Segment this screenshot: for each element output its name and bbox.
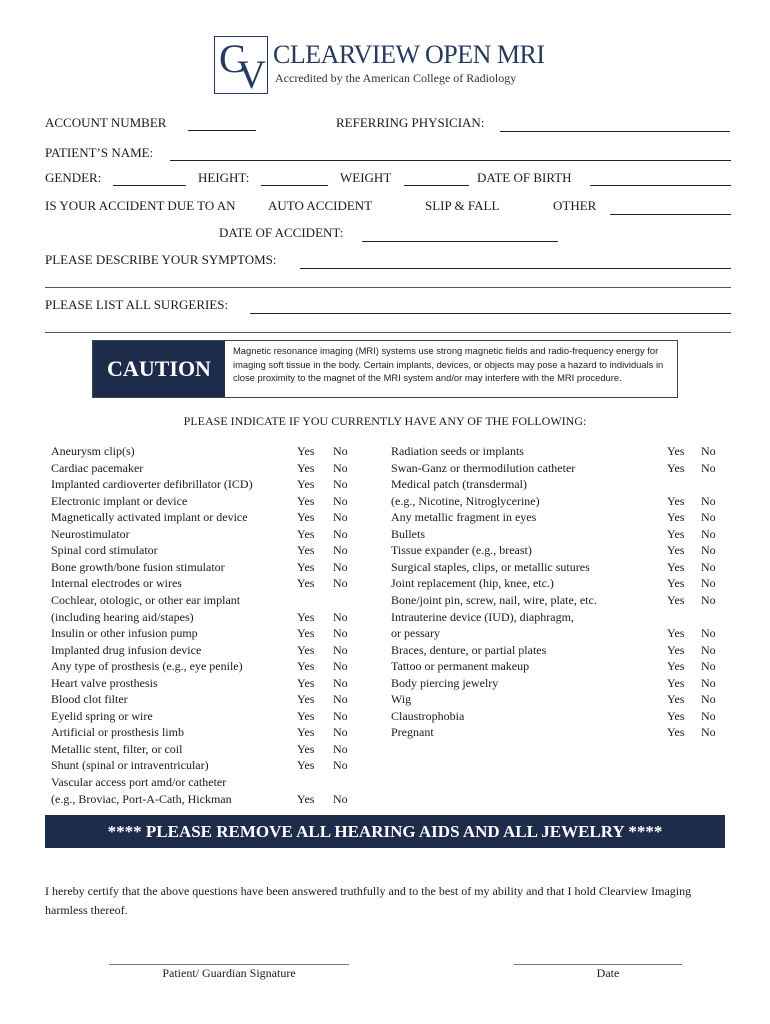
right-no-option-15[interactable]: No (701, 692, 716, 707)
right-yes-option-3[interactable]: Yes (667, 493, 685, 508)
symptoms-label: PLEASE DESCRIBE YOUR SYMPTOMS: (45, 252, 277, 267)
right-yes-option-1[interactable]: Yes (667, 460, 685, 475)
left-no-option-5[interactable]: No (333, 526, 348, 541)
dob-label: DATE OF BIRTH (477, 170, 572, 185)
date-label: Date (596, 966, 620, 980)
right-item-4: Any metallic fragment in eyes (391, 510, 537, 525)
left-yes-option-0[interactable]: Yes (297, 444, 315, 458)
left-item-16: Eyelid spring or wire (51, 708, 153, 723)
left-no-option-8[interactable]: No (333, 576, 348, 591)
right-yes-option-13[interactable]: Yes (667, 659, 685, 674)
right-item-16: Claustrophobia (391, 708, 465, 723)
left-yes-option-4[interactable]: Yes (297, 510, 315, 525)
right-yes-option-5[interactable]: Yes (667, 526, 685, 541)
left-no-option-4[interactable]: No (333, 510, 348, 525)
left-yes-option-1[interactable]: Yes (297, 460, 315, 475)
left-yes-option-3[interactable]: Yes (297, 493, 315, 508)
left-item-0: Aneurysm clip(s) (51, 444, 135, 458)
left-item-1: Cardiac pacemaker (51, 460, 144, 475)
left-yes-option-12[interactable]: Yes (297, 642, 315, 657)
right-no-option-8[interactable]: No (701, 576, 716, 591)
left-yes-option-2[interactable]: Yes (297, 477, 315, 492)
right-item-13: Tattoo or permanent makeup (391, 659, 530, 674)
right-item-12: Braces, denture, or partial plates (391, 642, 547, 657)
right-item-11: or pessary (391, 626, 440, 641)
slip-fall-option[interactable]: SLIP & FALL (425, 198, 500, 213)
right-item-2: Medical patch (transdermal) (391, 477, 527, 492)
left-no-option-17[interactable]: No (333, 725, 348, 740)
right-yes-option-7[interactable]: Yes (667, 559, 685, 574)
symptoms-field[interactable] (300, 268, 731, 269)
right-item-3: (e.g., Nicotine, Nitroglycerine) (391, 493, 540, 508)
accident-question: IS YOUR ACCIDENT DUE TO AN (45, 198, 236, 213)
left-yes-option-8[interactable]: Yes (297, 576, 315, 591)
left-item-19: Shunt (spinal or intraventricular) (51, 758, 209, 773)
left-item-9: Cochlear, otologic, or other ear implant (51, 592, 241, 607)
left-yes-option-7[interactable]: Yes (297, 559, 315, 574)
brand-subtitle: Accredited by the American College of Radiology (275, 71, 517, 85)
brand-title: CLEARVIEW OPEN MRI (273, 40, 545, 69)
date-of-accident-label: DATE OF ACCIDENT: (219, 225, 344, 240)
right-no-option-13[interactable]: No (701, 659, 716, 674)
right-yes-option-6[interactable]: Yes (667, 543, 685, 558)
gender-field[interactable] (113, 185, 186, 186)
left-item-4: Magnetically activated implant or device (51, 510, 248, 525)
right-yes-option-12[interactable]: Yes (667, 642, 685, 657)
right-no-option-9[interactable]: No (701, 592, 716, 607)
signature-label: Patient/ Guardian Signature (162, 966, 296, 980)
left-item-5: Neurostimulator (51, 526, 130, 541)
left-item-18: Metallic stent, filter, or coil (51, 741, 183, 756)
right-yes-option-14[interactable]: Yes (667, 675, 685, 690)
right-no-option-3[interactable]: No (701, 493, 716, 508)
left-yes-option-5[interactable]: Yes (297, 526, 315, 541)
weight-label: WEIGHT (340, 170, 392, 185)
account-number-field[interactable] (188, 130, 256, 131)
right-yes-option-17[interactable]: Yes (667, 725, 685, 740)
left-item-11: Insulin or other infusion pump (51, 626, 198, 641)
patient-name-label: PATIENT’S NAME: (45, 145, 154, 160)
left-no-option-12[interactable]: No (333, 642, 348, 657)
other-option[interactable]: OTHER (553, 198, 597, 213)
indicate-heading: PLEASE INDICATE IF YOU CURRENTLY HAVE ANY OF THE FOLLOWING: (183, 414, 587, 428)
left-yes-option-21[interactable]: Yes (297, 791, 315, 806)
jewelry-banner: **** PLEASE REMOVE ALL HEARING AIDS AND ALL JEWELRY **** (45, 815, 725, 848)
right-no-option-1[interactable]: No (701, 460, 716, 475)
left-no-option-14[interactable]: No (333, 675, 348, 690)
logo-letter-v: V (237, 52, 266, 94)
left-item-3: Electronic implant or device (51, 493, 188, 508)
left-no-option-18[interactable]: No (333, 741, 348, 756)
referring-physician-label: REFERRING PHYSICIAN: (336, 115, 485, 130)
right-no-option-14[interactable]: No (701, 675, 716, 690)
left-item-8: Internal electrodes or wires (51, 576, 182, 591)
right-no-option-16[interactable]: No (701, 708, 716, 723)
dob-field[interactable] (590, 185, 731, 186)
referring-physician-field[interactable] (500, 131, 730, 132)
caution-badge: CAUTION (93, 341, 225, 397)
left-item-21: (e.g., Broviac, Port-A-Cath, Hickman (51, 791, 232, 806)
symptoms-extra-line[interactable] (45, 287, 731, 288)
left-item-17: Artificial or prosthesis limb (51, 725, 184, 740)
left-no-option-11[interactable]: No (333, 626, 348, 641)
left-no-option-16[interactable]: No (333, 708, 348, 723)
left-no-option-3[interactable]: No (333, 493, 348, 508)
right-no-option-0[interactable]: No (701, 444, 716, 458)
date-of-accident-field[interactable] (362, 241, 558, 242)
left-item-12: Implanted drug infusion device (51, 642, 202, 657)
right-yes-option-9[interactable]: Yes (667, 592, 685, 607)
right-yes-option-0[interactable]: Yes (667, 444, 685, 458)
right-item-9: Bone/joint pin, screw, nail, wire, plate, etc. (391, 592, 597, 607)
logo (214, 36, 268, 94)
left-yes-option-16[interactable]: Yes (297, 708, 315, 723)
right-yes-option-11[interactable]: Yes (667, 626, 685, 641)
left-yes-option-6[interactable]: Yes (297, 543, 315, 558)
right-item-1: Swan-Ganz or thermodilution catheter (391, 460, 576, 475)
right-item-10: Intrauterine device (IUD), diaphragm, (391, 609, 574, 624)
left-item-7: Bone growth/bone fusion stimulator (51, 559, 225, 574)
left-no-option-15[interactable]: No (333, 692, 348, 707)
other-field[interactable] (610, 214, 731, 215)
left-no-option-19[interactable]: No (333, 758, 348, 773)
right-no-option-4[interactable]: No (701, 510, 716, 525)
right-item-15: Wig (391, 692, 412, 707)
left-no-option-7[interactable]: No (333, 559, 348, 574)
patient-name-field[interactable] (170, 160, 731, 161)
right-no-option-7[interactable]: No (701, 559, 716, 574)
left-no-option-1[interactable]: No (333, 460, 348, 475)
left-item-14: Heart valve prosthesis (51, 675, 158, 690)
left-yes-option-15[interactable]: Yes (297, 692, 315, 707)
right-yes-option-15[interactable]: Yes (667, 692, 685, 707)
right-item-14: Body piercing jewelry (391, 675, 499, 690)
left-item-15: Blood clot filter (51, 692, 128, 707)
right-item-0: Radiation seeds or implants (391, 444, 524, 458)
left-yes-option-13[interactable]: Yes (297, 659, 315, 674)
right-no-option-12[interactable]: No (701, 642, 716, 657)
right-yes-option-4[interactable]: Yes (667, 510, 685, 525)
date-line[interactable]: ____________________________ (514, 952, 682, 966)
left-no-option-21[interactable]: No (333, 791, 348, 806)
left-yes-option-11[interactable]: Yes (297, 626, 315, 641)
left-yes-option-17[interactable]: Yes (297, 725, 315, 740)
right-no-option-5[interactable]: No (701, 526, 716, 541)
left-yes-option-19[interactable]: Yes (297, 758, 315, 773)
gender-label: GENDER: (45, 170, 102, 185)
weight-field[interactable] (404, 185, 469, 186)
left-item-13: Any type of prosthesis (e.g., eye penile) (51, 659, 243, 674)
surgeries-field[interactable] (250, 313, 731, 314)
left-no-option-0[interactable]: No (333, 444, 348, 458)
left-yes-option-14[interactable]: Yes (297, 675, 315, 690)
caution-text: Magnetic resonance imaging (MRI) systems use strong magnetic fields and radio-frequency energy for imaging soft tissue in the body. Certain implants, devices, or objects may pose a hazard to individuals in close proximity to the magnet of the MRI system and/or may interfere with the MRI procedure. (233, 345, 664, 384)
left-yes-option-18[interactable]: Yes (297, 741, 315, 756)
height-field[interactable] (261, 185, 328, 186)
auto-accident-option[interactable]: AUTO ACCIDENT (268, 198, 373, 213)
right-item-8: Joint replacement (hip, knee, etc.) (391, 576, 554, 591)
surgeries-extra-line[interactable] (45, 332, 731, 333)
left-no-option-13[interactable]: No (333, 659, 348, 674)
right-no-option-11[interactable]: No (701, 626, 716, 641)
right-item-5: Bullets (391, 526, 426, 541)
right-no-option-17[interactable]: No (701, 725, 716, 740)
right-yes-option-16[interactable]: Yes (667, 708, 685, 723)
signature-line[interactable]: ________________________________________ (109, 952, 349, 966)
right-no-option-6[interactable]: No (701, 543, 716, 558)
logo-letter-c: C (219, 36, 246, 81)
left-item-10: (including hearing aid/stapes) (51, 609, 194, 624)
left-yes-option-10[interactable]: Yes (297, 609, 315, 624)
height-label: HEIGHT: (198, 170, 250, 185)
caution-box (92, 340, 678, 398)
certification-text: I hereby certify that the above questions have been answered truthfully and to the best of my ability and that I hold Clearview Imaging harmless thereof. (45, 884, 692, 917)
left-item-20: Vascular access port amd/or catheter (51, 775, 227, 789)
left-no-option-2[interactable]: No (333, 477, 348, 492)
left-no-option-10[interactable]: No (333, 609, 348, 624)
left-item-6: Spinal cord stimulator (51, 543, 158, 558)
right-item-17: Pregnant (391, 725, 434, 740)
right-item-6: Tissue expander (e.g., breast) (391, 543, 532, 558)
left-no-option-6[interactable]: No (333, 543, 348, 558)
account-number-label: ACCOUNT NUMBER (45, 115, 167, 130)
surgeries-label: PLEASE LIST ALL SURGERIES: (45, 297, 229, 312)
right-item-7: Surgical staples, clips, or metallic sutures (391, 559, 590, 574)
left-item-2: Implanted cardioverter defibrillator (ICD) (51, 477, 253, 492)
right-yes-option-8[interactable]: Yes (667, 576, 685, 591)
